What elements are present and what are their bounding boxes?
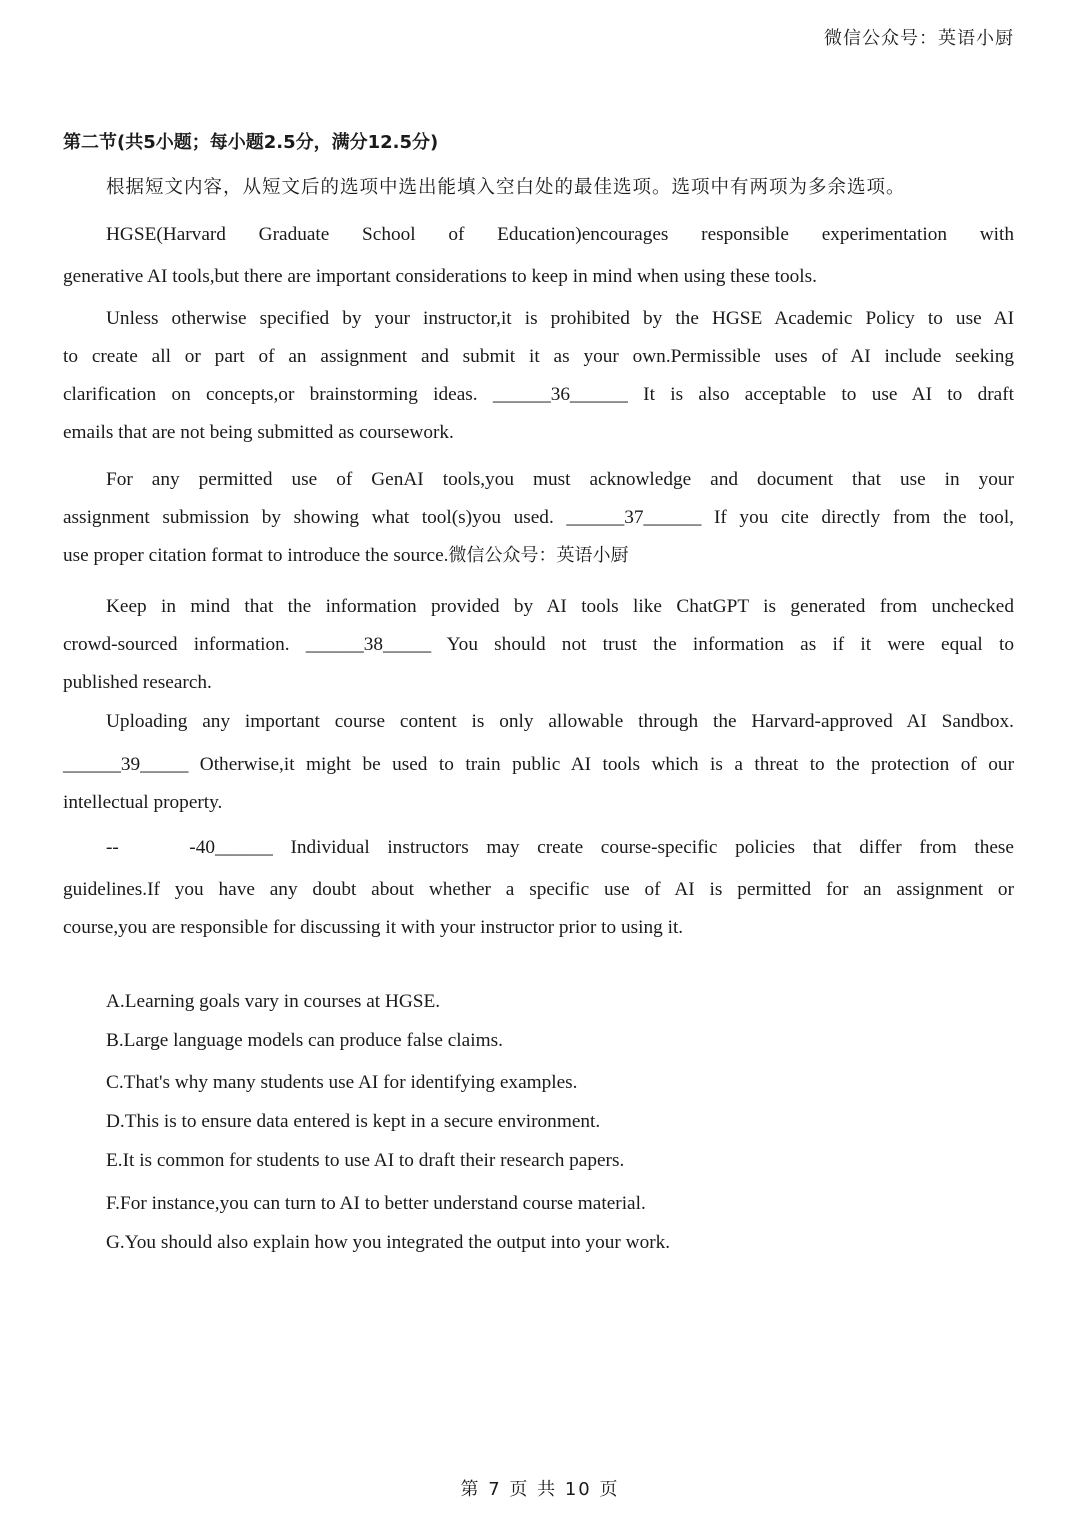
option-a: A.Learning goals vary in courses at HGSE. <box>106 991 441 1012</box>
line-text: Individual instructors may create course-specific policies that differ from these <box>272 837 1014 858</box>
line-text: Otherwise,it might be used to train public AI tools which is a threat to the protection of our <box>188 754 1014 775</box>
paragraph-line: Keep in mind that the information provided by AI tools like ChatGPT is generated from unchecked <box>106 596 1014 617</box>
passage-paragraph-6 <box>63 829 1014 947</box>
blank-37: ______37______ <box>566 507 702 528</box>
paragraph-line: generative AI tools,but there are important considerations to keep in mind when using these tools. <box>63 266 817 287</box>
paragraph-line: emails that are not being submitted as coursework. <box>63 422 454 443</box>
line-text: clarification on concepts,or brainstorming ideas. <box>63 384 493 405</box>
passage-paragraph-1 <box>63 216 1014 296</box>
line-text: If you cite directly from the tool, <box>701 507 1014 528</box>
line-text: assignment submission by showing what tool(s)you used. <box>63 507 567 528</box>
paragraph-line <box>63 626 1014 664</box>
blank-39: ______39_____ <box>63 754 189 775</box>
passage-paragraph-3 <box>63 461 1014 575</box>
blank-40: ______ <box>215 837 273 858</box>
paragraph-line <box>63 746 1014 784</box>
option-b: B.Large language models can produce false claims. <box>106 1030 503 1051</box>
paragraph-line: published research. <box>63 672 212 693</box>
paragraph-line: course,you are responsible for discussing it with your instructor prior to using it. <box>63 917 684 938</box>
section-instruction: 根据短文内容，从短文后的选项中选出能填入空白处的最佳选项。选项中有两项为多余选项。 <box>106 177 906 198</box>
paragraph-line: For any permitted use of GenAI tools,you must acknowledge and document that use in your <box>106 469 1014 490</box>
section-title: 第二节(共5小题；每小题2.5分，满分12.5分) <box>63 132 439 153</box>
paragraph-line: Uploading any important course content is only allowable through the Harvard-approved AI Sandbox. <box>106 711 1014 732</box>
line-text: You should not trust the information as if it were equal to <box>431 634 1014 655</box>
option-g: G.You should also explain how you integrated the output into your work. <box>106 1232 671 1253</box>
passage-paragraph-5 <box>63 703 1014 822</box>
blank-36: ______36______ <box>492 384 628 405</box>
paragraph-line: intellectual property. <box>63 792 223 813</box>
paragraph-line <box>63 537 1014 575</box>
options-list <box>106 982 670 1262</box>
line-text: crowd-sourced information. <box>63 634 306 655</box>
paragraph-line: Unless otherwise specified by your instructor,it is prohibited by the HGSE Academic Policy to use AI <box>106 308 1014 329</box>
blank-38: ______38_____ <box>305 634 432 655</box>
option-c: C.That's why many students use AI for identifying examples. <box>106 1072 578 1093</box>
inline-account-label: 微信公众号：英语小厨 <box>448 545 629 566</box>
passage-paragraph-4 <box>63 588 1014 702</box>
paragraph-line: to create all or part of an assignment and submit it as your own.Permissible uses of AI include seeking <box>63 346 1014 367</box>
paragraph-line <box>63 499 1014 537</box>
header-account-label: 微信公众号：英语小厨 <box>824 28 1014 49</box>
paragraph-line <box>63 829 1014 867</box>
paragraph-line <box>63 376 1014 414</box>
paragraph-line: guidelines.If you have any doubt about whether a specific use of AI is permitted for an assignment or <box>63 879 1014 900</box>
paragraph-line: HGSE(Harvard Graduate School of Education)encourages responsible experimentation with <box>106 224 1014 245</box>
page-number: 第 7 页 共 10 页 <box>460 1479 620 1500</box>
option-d: D.This is to ensure data entered is kept in a secure environment. <box>106 1111 601 1132</box>
option-e: E.It is common for students to use AI to draft their research papers. <box>106 1150 625 1171</box>
line-text: -- -40 <box>106 837 215 858</box>
option-f: F.For instance,you can turn to AI to better understand course material. <box>106 1193 646 1214</box>
passage-paragraph-2 <box>63 300 1014 452</box>
line-text: It is also acceptable to use AI to draft <box>627 384 1014 405</box>
line-text: use proper citation format to introduce the source. <box>63 545 449 566</box>
